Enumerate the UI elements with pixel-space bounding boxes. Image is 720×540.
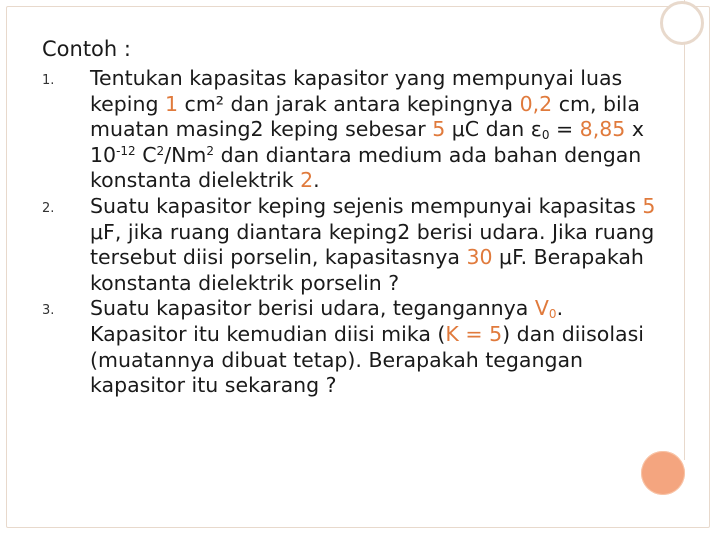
item-number: 1. xyxy=(42,73,55,88)
decorative-vertical-line xyxy=(684,0,685,460)
list-item-1 xyxy=(42,66,662,194)
item-text-3: Suatu kapasitor berisi udara, tegangannya $V_0$. Kapasitor itu kemudian diisi mika (K = 5) dan diisolasi (muatannya dibuat tetap). Berapakah tegangan kapasitor itu sekarang ? xyxy=(90,296,644,398)
item-number: 3. xyxy=(42,303,55,319)
decorative-dot-icon xyxy=(641,451,685,495)
item-text-2: Suatu kapasitor keping sejenis mempunyai kapasitas 5 μF, jika ruang diantara keping2 berisi udara. Jika ruang tersebut diisi porselin, kapasitasnya 30 μF. Berapakah konstanta dielektrik porselin ? xyxy=(90,193,656,295)
item-number: 2. xyxy=(42,200,55,216)
slide-title: Contoh : xyxy=(42,37,131,61)
list-item-3 xyxy=(42,296,662,398)
list-item-2 xyxy=(42,194,662,296)
decorative-ring-icon xyxy=(660,1,704,45)
problem-list xyxy=(42,66,662,399)
item-text-1: Tentukan kapasitas kapasitor yang mempunyai luas keping 1 cm² dan jarak antara kepingnya 0,2 cm, bila muatan masing2 keping sebesar 5 μC dan $\varepsilon_0 = 8,85$ x $10^{-12}$ $C^2/Nm^2$ dan diantara medium ada bahan dengan konstanta dielektrik 2. xyxy=(90,66,644,193)
